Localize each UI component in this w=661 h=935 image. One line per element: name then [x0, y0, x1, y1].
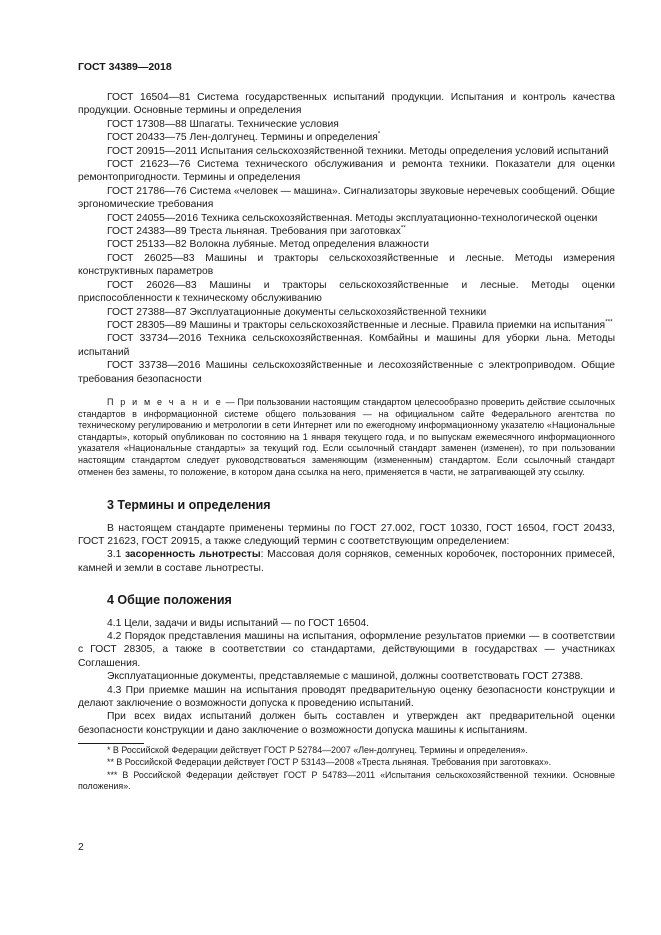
reference-item: ГОСТ 26025—83 Машины и тракторы сельскохозяйственные и лесные. Методы измерения конструктивных параметров: [78, 252, 615, 278]
term-name: засоренность льнотресты: [124, 549, 261, 561]
section-4-paragraph: Эксплуатационные документы, представляемые с машиной, должны соответствовать ГОСТ 27388.: [107, 671, 584, 683]
normative-references-list: [78, 91, 615, 386]
term-definition: 3.1 засоренность льнотресты: Массовая доля сорняков, семенных коробочек, посторонних примесей, камней и земли в составе льнотресты.: [78, 549, 615, 574]
section-4-paragraph: При всех видах испытаний должен быть составлен и утвержден акт предварительной оценки безопасности конструкции и дано заключение о возможности допуска машины к испытаниям.: [78, 711, 615, 736]
section-4-paragraph: 4.3 При приемке машин на испытания проводят предварительную оценку безопасности конструкции и делают заключение о возможности допуска к проведению испытаний.: [78, 684, 615, 709]
page-number: 2: [78, 842, 84, 853]
reference-item: ГОСТ 21623—76 Система технического обслуживания и ремонта техники. Показатели для оценки ремонтопригодности. Термины и определения: [78, 159, 615, 184]
reference-item: ГОСТ 27388—87 Эксплуатационные документы сельскохозяйственной техники: [107, 306, 487, 318]
reference-item: ГОСТ 16504—81 Система государственных испытаний продукции. Испытания и контроль качества продукции. Основные термины и определения: [78, 92, 615, 117]
reference-item: ГОСТ 24055—2016 Техника сельскохозяйственная. Методы эксплуатационно-технологической оценки: [107, 212, 598, 224]
section-3-heading: 3 Термины и определения: [107, 498, 271, 513]
reference-item: ГОСТ 26026—83 Машины и тракторы сельскохозяйственные и лесные. Методы оценки приспособленности к техническому обслуживанию: [78, 279, 615, 305]
note-text: — При пользовании настоящим стандартом целесообразно проверить действие ссылочных стандартов в информационной системе общего пользования — на официальном сайте Федерального агентства по техническому регулированию и метрологии в сети Интернет или по ежегодному информационному указателю «Национальные стандарты», который опубликован по состоянию на 1 января текущего года, и по выпускам ежемесячного информационного указателя «Национальные стандарты» за текущий год. Если ссылочный стандарт заменен (изменен), то при пользовании настоящим стандартом следует руководствоваться заменяющим (измененным) стандартом. Если ссылочный стандарт отменен без замены, то положение, в котором дана ссылка на него, применяется в части, не затрагивающей эту ссылку.: [78, 396, 615, 477]
reference-item: ГОСТ 17308—88 Шпагаты. Технические условия: [107, 118, 339, 130]
page-content: [78, 91, 615, 792]
footnote: * В Российской Федерации действует ГОСТ Р 52784—2007 «Лен-долгунец. Термины и определения».: [107, 745, 528, 756]
section-4-paragraph: 4.1 Цели, задачи и виды испытаний — по ГОСТ 16504.: [107, 617, 370, 629]
reference-item: ГОСТ 28305—89 Машины и тракторы сельскохозяйственные и лесные. Правила приемки на испытания***: [107, 318, 613, 331]
reference-item: ГОСТ 33734—2016 Техника сельскохозяйственная. Комбайны и машины для уборки льна. Методы испытаний: [78, 333, 615, 358]
footnote: *** В Российской Федерации действует ГОСТ Р 54783—2011 «Испытания сельскохозяйственной техники. Основные положения».: [78, 769, 615, 791]
reference-item: ГОСТ 33738—2016 Машины сельскохозяйственные и лесохозяйственные с электроприводом. Общие требования безопасности: [78, 360, 615, 385]
reference-item: ГОСТ 21786—76 Система «человек — машина». Сигнализаторы звуковые неречевых сообщений. Общие эргономические требования: [78, 185, 615, 211]
note-paragraph: [78, 397, 615, 478]
reference-item: ГОСТ 25133—82 Волокна лубяные. Метод определения влажности: [107, 239, 430, 251]
reference-item: ГОСТ 24383—89 Треста льняная. Требования при заготовках**: [107, 224, 406, 238]
reference-item: ГОСТ 20915—2011 Испытания сельскохозяйственной техники. Методы определения условий испытаний: [107, 145, 609, 157]
section-3-intro: В настоящем стандарте применены термины по ГОСТ 27.002, ГОСТ 10330, ГОСТ 16504, ГОСТ 20433, ГОСТ 21623, ГОСТ 20915, а также следующий термин с соответствующим определением:: [78, 522, 615, 547]
section-4-heading: 4 Общие положения: [107, 593, 232, 608]
footnote-divider: [78, 743, 144, 744]
note-label: П р и м е ч а н и е: [107, 396, 223, 407]
document-header: ГОСТ 34389—2018: [78, 61, 172, 73]
reference-item: ГОСТ 20433—75 Лен-долгунец. Термины и определения*: [107, 130, 381, 144]
footnote: ** В Российской Федерации действует ГОСТ Р 53143—2008 «Треста льняная. Требования при заготовках».: [107, 757, 552, 768]
section-4-paragraph: 4.2 Порядок представления машины на испытания, оформление результатов приемки — в соответствии с ГОСТ 28305, а также в соответствии со стандартами, действующими в государствах — участниках Соглашения.: [78, 630, 615, 669]
